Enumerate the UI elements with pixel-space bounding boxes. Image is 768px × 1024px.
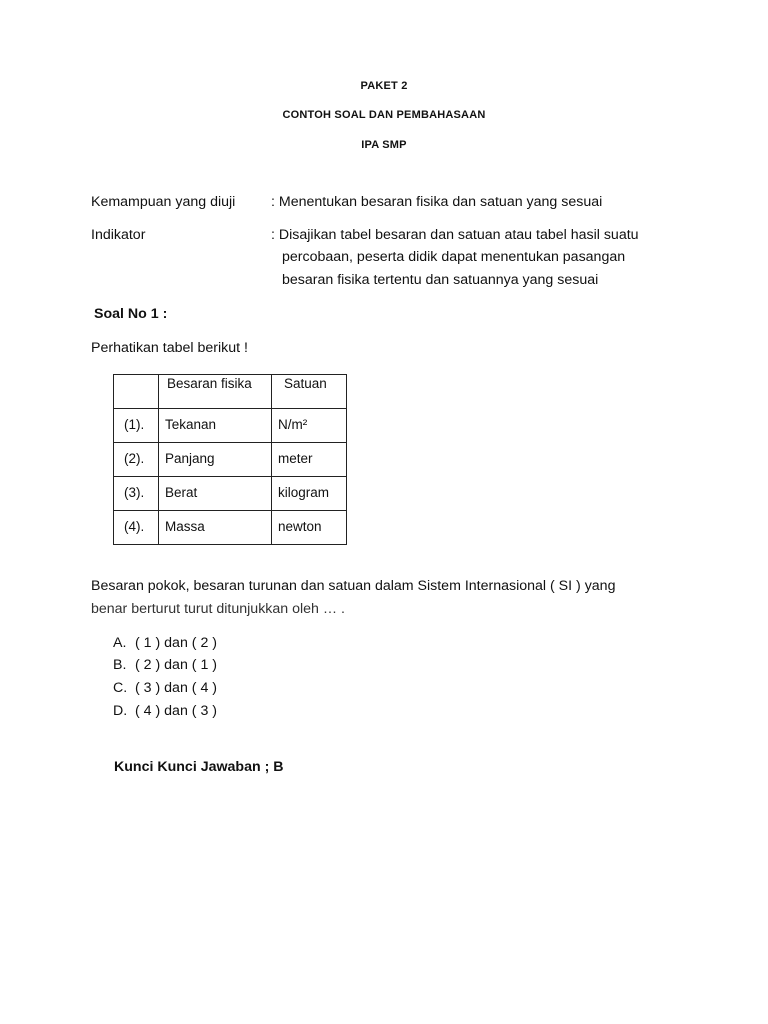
- option-text: ( 2 ) dan ( 1 ): [135, 657, 218, 673]
- table-cell: (2).: [114, 443, 159, 477]
- option-c: [113, 680, 217, 696]
- table-cell: meter: [272, 443, 347, 477]
- paket-title: PAKET 2: [360, 80, 408, 92]
- option-text: ( 4 ) dan ( 3 ): [135, 703, 218, 719]
- kemampuan-value: : Menentukan besaran fisika dan satuan yang sesuai: [271, 194, 603, 210]
- document-title: CONTOH SOAL DAN PEMBAHASAAN: [282, 109, 486, 121]
- table-cell: newton: [272, 511, 347, 545]
- table-cell: (1).: [114, 409, 159, 443]
- table-cell: Panjang: [159, 443, 272, 477]
- indikator-line-1: : Disajikan tabel besaran dan satuan atau tabel hasil suatu: [271, 227, 639, 243]
- answer-key: Kunci Kunci Jawaban ; B: [114, 759, 284, 775]
- table-header-cell: Satuan: [272, 375, 347, 409]
- option-letter: B.: [113, 657, 127, 673]
- kemampuan-label: Kemampuan yang diuji: [91, 194, 236, 210]
- subject-title: IPA SMP: [361, 139, 407, 151]
- option-b: [113, 657, 217, 673]
- option-letter: C.: [113, 680, 128, 696]
- soal-title: Soal No 1 :: [94, 306, 168, 322]
- option-text: ( 1 ) dan ( 2 ): [135, 635, 218, 651]
- table-cell: (4).: [114, 511, 159, 545]
- table-cell: (3).: [114, 477, 159, 511]
- table-cell: Berat: [159, 477, 272, 511]
- table-cell: kilogram: [272, 477, 347, 511]
- table-header-row: [114, 375, 347, 409]
- table-row: [114, 409, 347, 443]
- indikator-line-3: besaran fisika tertentu dan satuannya yang sesuai: [282, 272, 599, 288]
- table-row: [114, 511, 347, 545]
- table-header-cell: [114, 375, 159, 409]
- option-d: [113, 703, 217, 719]
- quantity-table: [113, 374, 347, 545]
- indikator-line-2: percobaan, peserta didik dapat menentukan pasangan: [282, 249, 626, 265]
- table-cell: Massa: [159, 511, 272, 545]
- table-row: [114, 477, 347, 511]
- question-line-2: benar berturut turut ditunjukkan oleh … .: [91, 601, 345, 617]
- option-a: [113, 635, 217, 651]
- table-cell: N/m²: [272, 409, 347, 443]
- indikator-label: Indikator: [91, 227, 146, 243]
- table-cell: Tekanan: [159, 409, 272, 443]
- option-letter: A.: [113, 635, 127, 651]
- option-text: ( 3 ) dan ( 4 ): [135, 680, 218, 696]
- table-row: [114, 443, 347, 477]
- option-letter: D.: [113, 703, 128, 719]
- table-header-cell: Besaran fisika: [159, 375, 272, 409]
- question-line-1: Besaran pokok, besaran turunan dan satuan dalam Sistem Internasional ( SI ) yang: [91, 578, 616, 594]
- soal-intro: Perhatikan tabel berikut !: [91, 340, 248, 356]
